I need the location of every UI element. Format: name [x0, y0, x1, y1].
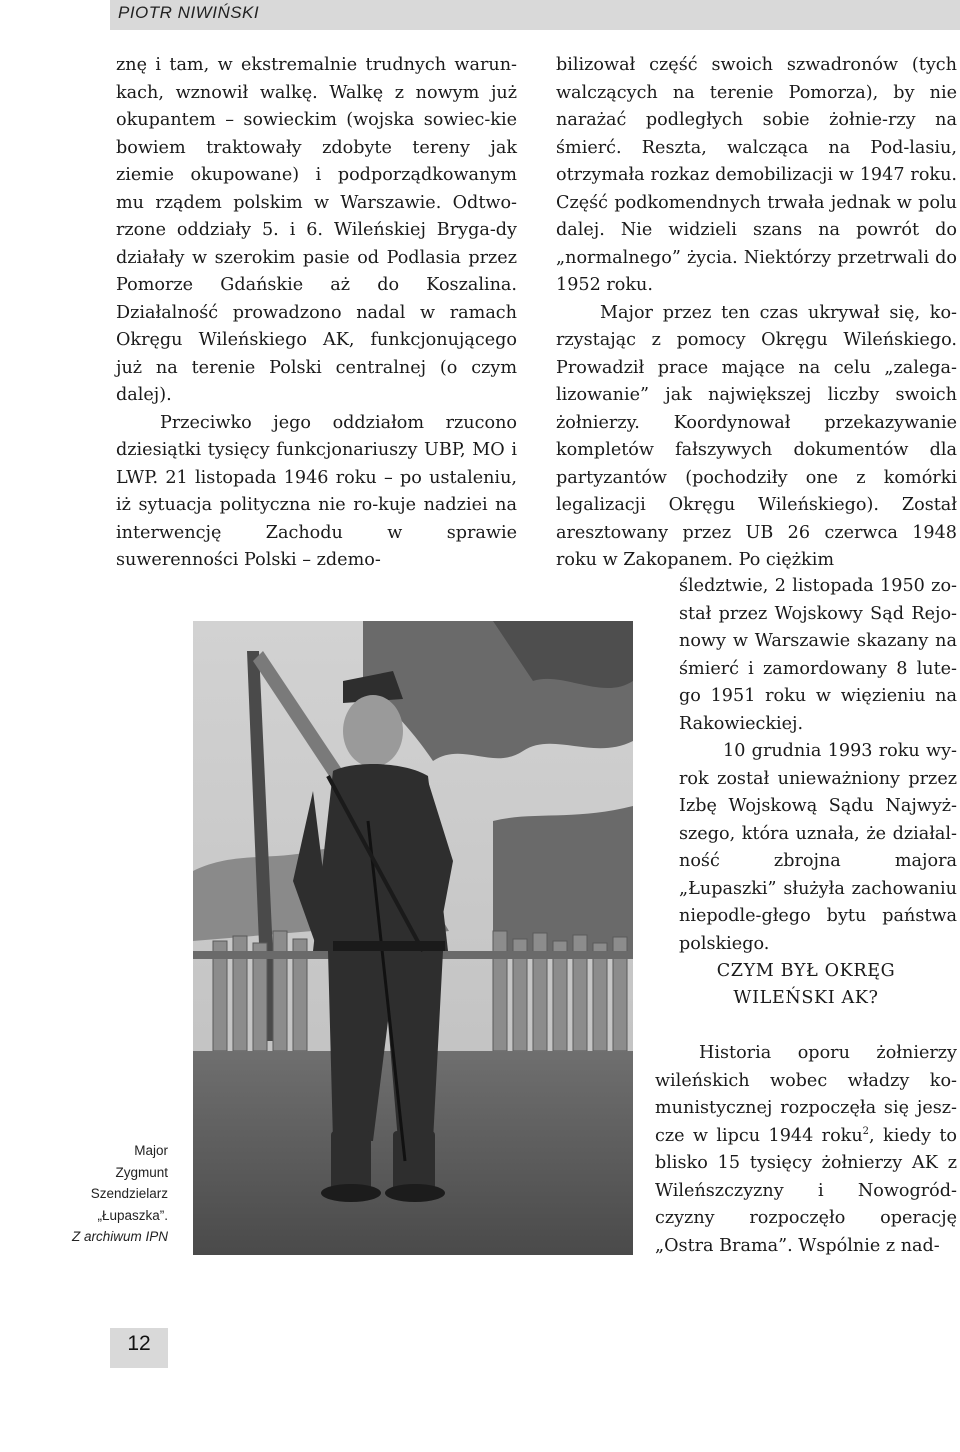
paragraph-text: , kiedy to blisko 15 tysięcy żołnierzy AK z Wileńszczyzny i Nowogród-czyzny rozpoczęło operację „Ostra Brama”. Wspólnie z nad- — [655, 1125, 958, 1256]
running-header-author: PIOTR NIWIŃSKI — [118, 3, 260, 22]
caption-line: Major — [134, 1143, 168, 1158]
right-column — [556, 52, 957, 575]
photo-caption — [20, 1140, 168, 1248]
section-heading-line: WILEŃSKI AK? — [733, 988, 879, 1008]
caption-line: „Łupaszka”. — [97, 1207, 168, 1223]
section-heading — [655, 958, 957, 1012]
paragraph: 10 grudnia 1993 roku wy-rok został unieważniony przez Izbę Wojskową Sądu Najwyż-szego, która uznała, że działal-ność zbrojna majora „Łupaszki” służyła zachowaniu niepodle-głego bytu państwa polskiego. — [679, 741, 957, 954]
section-heading-line: CZYM BYŁ OKRĘG — [716, 961, 896, 981]
right-column-wrapped — [679, 573, 957, 958]
paragraph — [655, 1040, 957, 1260]
section-body — [655, 1040, 957, 1260]
paragraph: śledztwie, 2 listopada 1950 zo-stał przez Wojskowy Sąd Rejo-nowy w Warszawie skazany na śmierć i zamordowany 8 lute-go 1951 roku w więzieniu na Rakowieckiej. — [679, 576, 957, 734]
caption-line: Zygmunt — [115, 1164, 168, 1180]
portrait-photo — [193, 621, 633, 1255]
paragraph: Major przez ten czas ukrywał się, ko-rzystając z pomocy Okręgu Wileńskiego. Prowadził prace mające na celu „zalega-lizowanie” jak największej liczby swoich żołnierzy. Koordynował przekazywanie kompletów fałszywych dokumentów dla partyzantów (pochodziły one z komórki legalizacji Okręgu Wileńskiego). Został aresztowany przez UB 26 czerwca 1948 roku w Zakopanem. Po ciężkim — [556, 302, 957, 570]
footnote-mark: 2 — [862, 1125, 870, 1137]
caption-source: Z archiwum IPN — [71, 1229, 168, 1244]
page-number: 12 — [127, 1332, 151, 1355]
paragraph: znę i tam, w ekstremalnie trudnych warun-kach, wznowił walkę. Walkę z nowym już okupantem – sowieckim (wojska sowiec-kie bowiem traktowały zdobyte tereny jak ziemie okupowane) i podporządkowanym mu rządem polskim w Warszawie. Odtwo-rzone oddziały 5. i 6. Wileńskiej Bryga-dy działały w szerokim pasie od Podlasia przez Pomorze Gdańskie aż do Koszalina. Działalność prowadzono nadal w ramach Okręgu Wileńskiego AK, funkcjonującego już na terenie Polski centralnej (o czym dalej). — [116, 55, 517, 405]
paragraph: bilizował część swoich szwadronów (tych walczących na terenie Pomorza), by nie narażać podległych sobie żołnie-rzy na śmierć. Reszta, walcząca na Pod-lasiu, otrzymała rozkaz demobilizacji w 1947 roku. Część podkomendnych trwała jednak w polu dalej. Nie widzieli szans na powrót do „normalnego” życia. Niektórzy przetrwali do 1952 roku. — [556, 55, 957, 295]
paragraph-text: Historia oporu żołnierzy wileńskich wobec władzy ko-munistycznej rozpoczęła się jesz-cze w lipcu 1944 roku — [655, 1043, 957, 1146]
left-column — [116, 52, 517, 575]
caption-line: Szendzielarz — [90, 1186, 168, 1201]
paragraph: Przeciwko jego oddziałom rzucono dziesiątki tysięcy funkcjonariuszy UBP, MO i LWP. 21 listopada 1946 roku – po ustaleniu, iż sytuacja polityczna nie ro-kuje nadziei na interwencję Zachodu w sprawie suwerenności Polski – zdemo- — [116, 412, 517, 570]
